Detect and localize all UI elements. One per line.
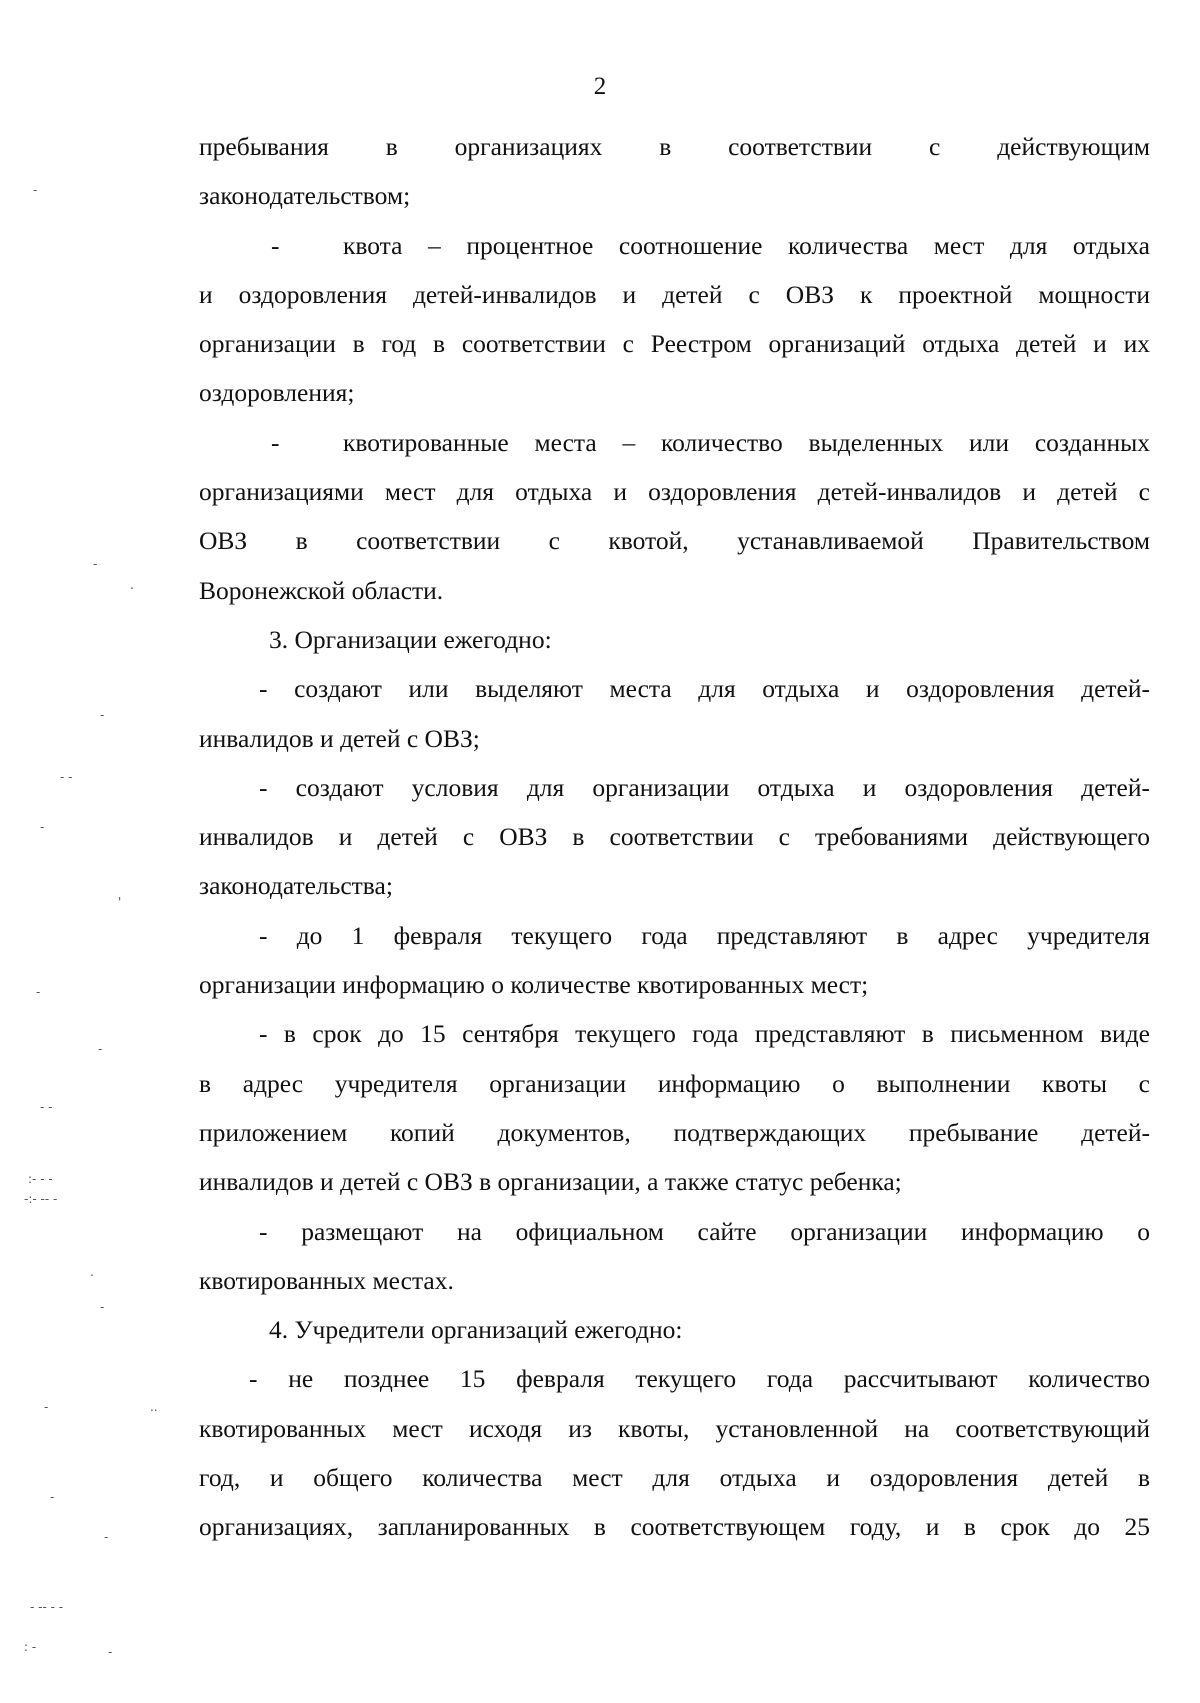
text-line: оздоровления; <box>199 378 355 408</box>
list-item: - размещают на официальном сайте организации информацию о <box>259 1216 1150 1246</box>
list-item: - создают или выделяют места для отдыха и оздоровления детей- <box>259 674 1150 704</box>
scan-speck: ' <box>118 895 122 909</box>
scan-speck: - <box>50 1490 55 1504</box>
text-line: ОВЗ в соответствии с квотой, устанавливаемой Правительством <box>199 526 1150 556</box>
scan-speck: . <box>90 1265 94 1279</box>
scan-speck: - <box>36 985 41 999</box>
scan-speck: - <box>104 1530 109 1544</box>
text-line: квотированных мест исходя из квоты, установленной на соответствующий <box>199 1413 1150 1443</box>
text-line: год, и общего количества мест для отдыха и оздоровления детей в <box>199 1463 1150 1493</box>
scan-speck: - <box>40 820 45 834</box>
definition-quota-places <box>199 418 1150 467</box>
text-line: квота – процентное соотношение количества мест для отдыха <box>343 230 1150 260</box>
definition-quota <box>199 221 1150 270</box>
text-line: Воронежской области. <box>199 575 444 605</box>
text-line: законодательства; <box>199 871 393 901</box>
scan-speck: - <box>44 1400 49 1414</box>
text-line: законодательством; <box>199 181 411 211</box>
text-line: инвалидов и детей с ОВЗ в организации, а также статус ребенка; <box>199 1167 902 1197</box>
scan-speck: : - <box>24 1640 37 1654</box>
scan-speck: .. <box>150 1400 158 1414</box>
scan-speck: - - <box>60 770 73 784</box>
page-number: 2 <box>593 73 607 100</box>
text-line: квотированных местах. <box>199 1265 454 1295</box>
scan-speck: - <box>100 708 105 722</box>
text-line: квотированные места – количество выделенных или созданных <box>343 427 1150 457</box>
text-line: приложением копий документов, подтверждающих пребывание детей- <box>199 1117 1150 1147</box>
text-line: пребывания в организациях в соответствии с действующим <box>199 132 1150 161</box>
section-heading-3: 3. Организации ежегодно: <box>269 624 552 654</box>
scan-speck: - <box>108 1645 113 1659</box>
text-line: инвалидов и детей с ОВЗ в соответствии с требованиями действующего <box>199 822 1150 852</box>
scan-speck: . <box>130 578 134 592</box>
scan-speck: - - <box>40 1100 53 1114</box>
list-item: - создают условия для организации отдыха и оздоровления детей- <box>259 772 1150 802</box>
list-dash: - <box>271 230 280 260</box>
text-line: организациями мест для отдыха и оздоровления детей-инвалидов и детей с <box>199 477 1150 507</box>
list-item: - в срок до 15 сентября текущего года представляют в письменном виде <box>259 1019 1150 1049</box>
list-item: - не позднее 15 февраля текущего года рассчитывают количество <box>249 1364 1150 1394</box>
document-body <box>199 122 1150 1552</box>
text-line: в адрес учредителя организации информацию о выполнении квоты с <box>199 1068 1150 1098</box>
text-line: инвалидов и детей с ОВЗ; <box>199 723 480 753</box>
scan-speck: - <box>33 183 38 197</box>
scan-speck: - <box>93 557 98 571</box>
text-line: организации информацию о количестве квотированных мест; <box>199 970 869 1000</box>
list-dash: - <box>271 427 280 457</box>
text-line: организации в год в соответствии с Реестром организаций отдыха детей и их <box>199 329 1150 359</box>
scan-speck: - <box>100 1300 105 1314</box>
text-line: организациях, запланированных в соответствующем году, и в срок до 25 <box>199 1512 1150 1542</box>
section-heading-4: 4. Учредители организаций ежегодно: <box>269 1315 683 1345</box>
scan-speck: :- - - <box>28 1172 53 1186</box>
list-item: - до 1 февраля текущего года представляют в адрес учредителя <box>259 920 1150 950</box>
scan-speck: - <box>98 1042 103 1056</box>
scan-speck: -:- -- - <box>24 1192 58 1206</box>
scan-speck: - -- - - <box>30 1600 64 1614</box>
text-line: и оздоровления детей-инвалидов и детей с ОВЗ к проектной мощности <box>199 279 1150 309</box>
